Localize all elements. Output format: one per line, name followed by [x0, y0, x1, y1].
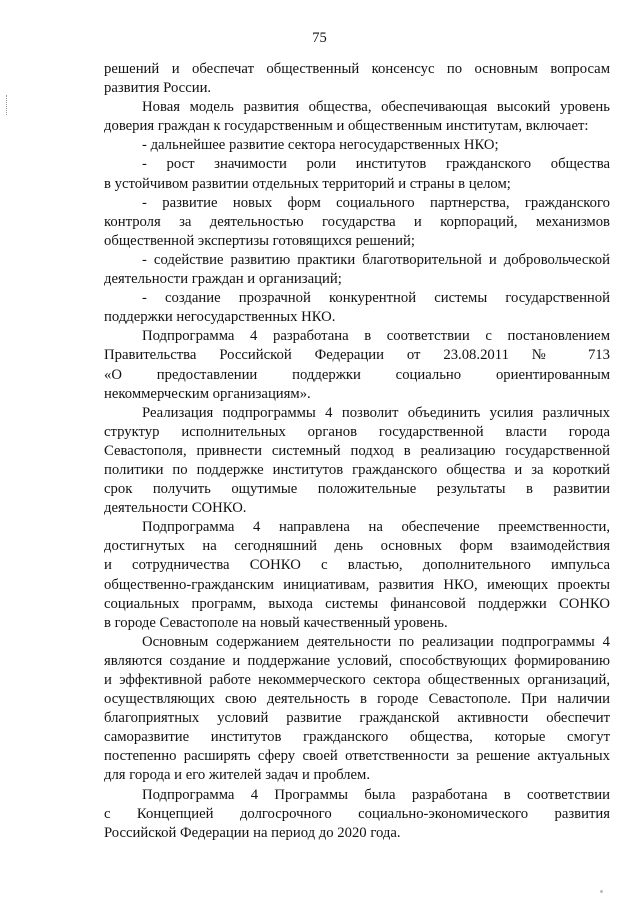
text-line: Правительства Российской Федерации от 23.08.2011 № 713 — [104, 347, 610, 364]
text-line: - создание прозрачной конкурентной системы государственной — [142, 290, 610, 307]
text-line: в устойчивом развитии отдельных территорий и страны в целом; — [104, 175, 511, 192]
text-line: и сотрудничества СОНКО с властью, дополнительного импульса — [104, 557, 610, 574]
text-line: деятельности СОНКО. — [104, 500, 247, 517]
text-line: являются создание и поддержание условий, способствующих формированию — [104, 652, 610, 669]
text-line: Новая модель развития общества, обеспечивающая высокий уровень — [142, 99, 610, 116]
text-line: политики по поддержке институтов гражданского общества и за короткий — [104, 461, 610, 478]
text-line: Основным содержанием деятельности по реализации подпрограммы 4 — [142, 633, 610, 650]
scan-speck — [600, 890, 603, 893]
text-line: - дальнейшее развитие сектора негосударственных НКО; — [142, 137, 499, 154]
text-line: общественной экспертизы готовящихся решений; — [104, 232, 415, 249]
text-line: поддержки негосударственных НКО. — [104, 309, 336, 326]
text-line: Подпрограмма 4 направлена на обеспечение преемственности, — [142, 519, 610, 536]
text-line: - содействие развитию практики благотворительной и добровольческой — [142, 251, 610, 268]
text-line: развития России. — [104, 80, 212, 97]
text-line: решений и обеспечат общественный консенсус по основным вопросам — [104, 61, 610, 77]
text-line: Российской Федерации на период до 2020 года. — [104, 824, 401, 841]
text-line: некоммерческим организациям». — [104, 385, 311, 402]
text-line: благоприятных условий развитие гражданской активности обеспечит — [104, 710, 610, 727]
text-line: деятельности граждан и организаций; — [104, 271, 342, 288]
text-line: Реализация подпрограммы 4 позволит объединить усилия различных — [142, 404, 610, 421]
text-line: общественно-гражданским инициативам, развития НКО, имеющих проекты — [104, 576, 610, 593]
page-number: 75 — [312, 30, 327, 46]
text-line: Севастополя, привнести системный подход в реализацию государственной — [104, 442, 610, 459]
text-line: в городе Севастополе на новый качественный уровень. — [104, 614, 448, 631]
text-line: с Концепцией долгосрочного социально-экономического развития — [104, 805, 610, 822]
margin-scan-mark — [6, 95, 9, 115]
text-line: и эффективной работе некоммерческого сектора общественных организаций, — [104, 672, 610, 688]
text-line: - рост значимости роли институтов гражданского общества — [142, 156, 610, 173]
text-line: Подпрограмма 4 разработана в соответствии с постановлением — [142, 328, 610, 345]
text-line: доверия граждан к государственным и общественным институтам, включает: — [104, 118, 589, 135]
document-body — [104, 60, 610, 843]
text-line: структур исполнительных органов государственной власти города — [104, 423, 610, 440]
text-line: социальных программ, выхода системы финансовой поддержки СОНКО — [104, 595, 610, 612]
text-line: - развитие новых форм социального партнерства, гражданского — [142, 194, 610, 211]
text-line: для города и его жителей задач и проблем. — [104, 767, 370, 784]
text-line: осуществляющих свою деятельность в городе Севастополе. При наличии — [104, 691, 610, 708]
text-line: Подпрограмма 4 Программы была разработана в соответствии — [142, 786, 610, 803]
text-line: срок получить ощутимые положительные результаты в развитии — [104, 481, 610, 498]
text-line: «О предоставлении поддержки социально ориентированным — [104, 366, 610, 383]
text-line: постепенно расширять сферу своей ответственности за решение актуальных — [104, 748, 610, 765]
text-line: достигнутых на сегодняшний день основных форм взаимодействия — [104, 538, 610, 555]
text-line: контроля за деятельностью государства и корпораций, механизмов — [104, 213, 610, 230]
text-line: саморазвитие институтов гражданского общества, которые смогут — [104, 729, 610, 746]
